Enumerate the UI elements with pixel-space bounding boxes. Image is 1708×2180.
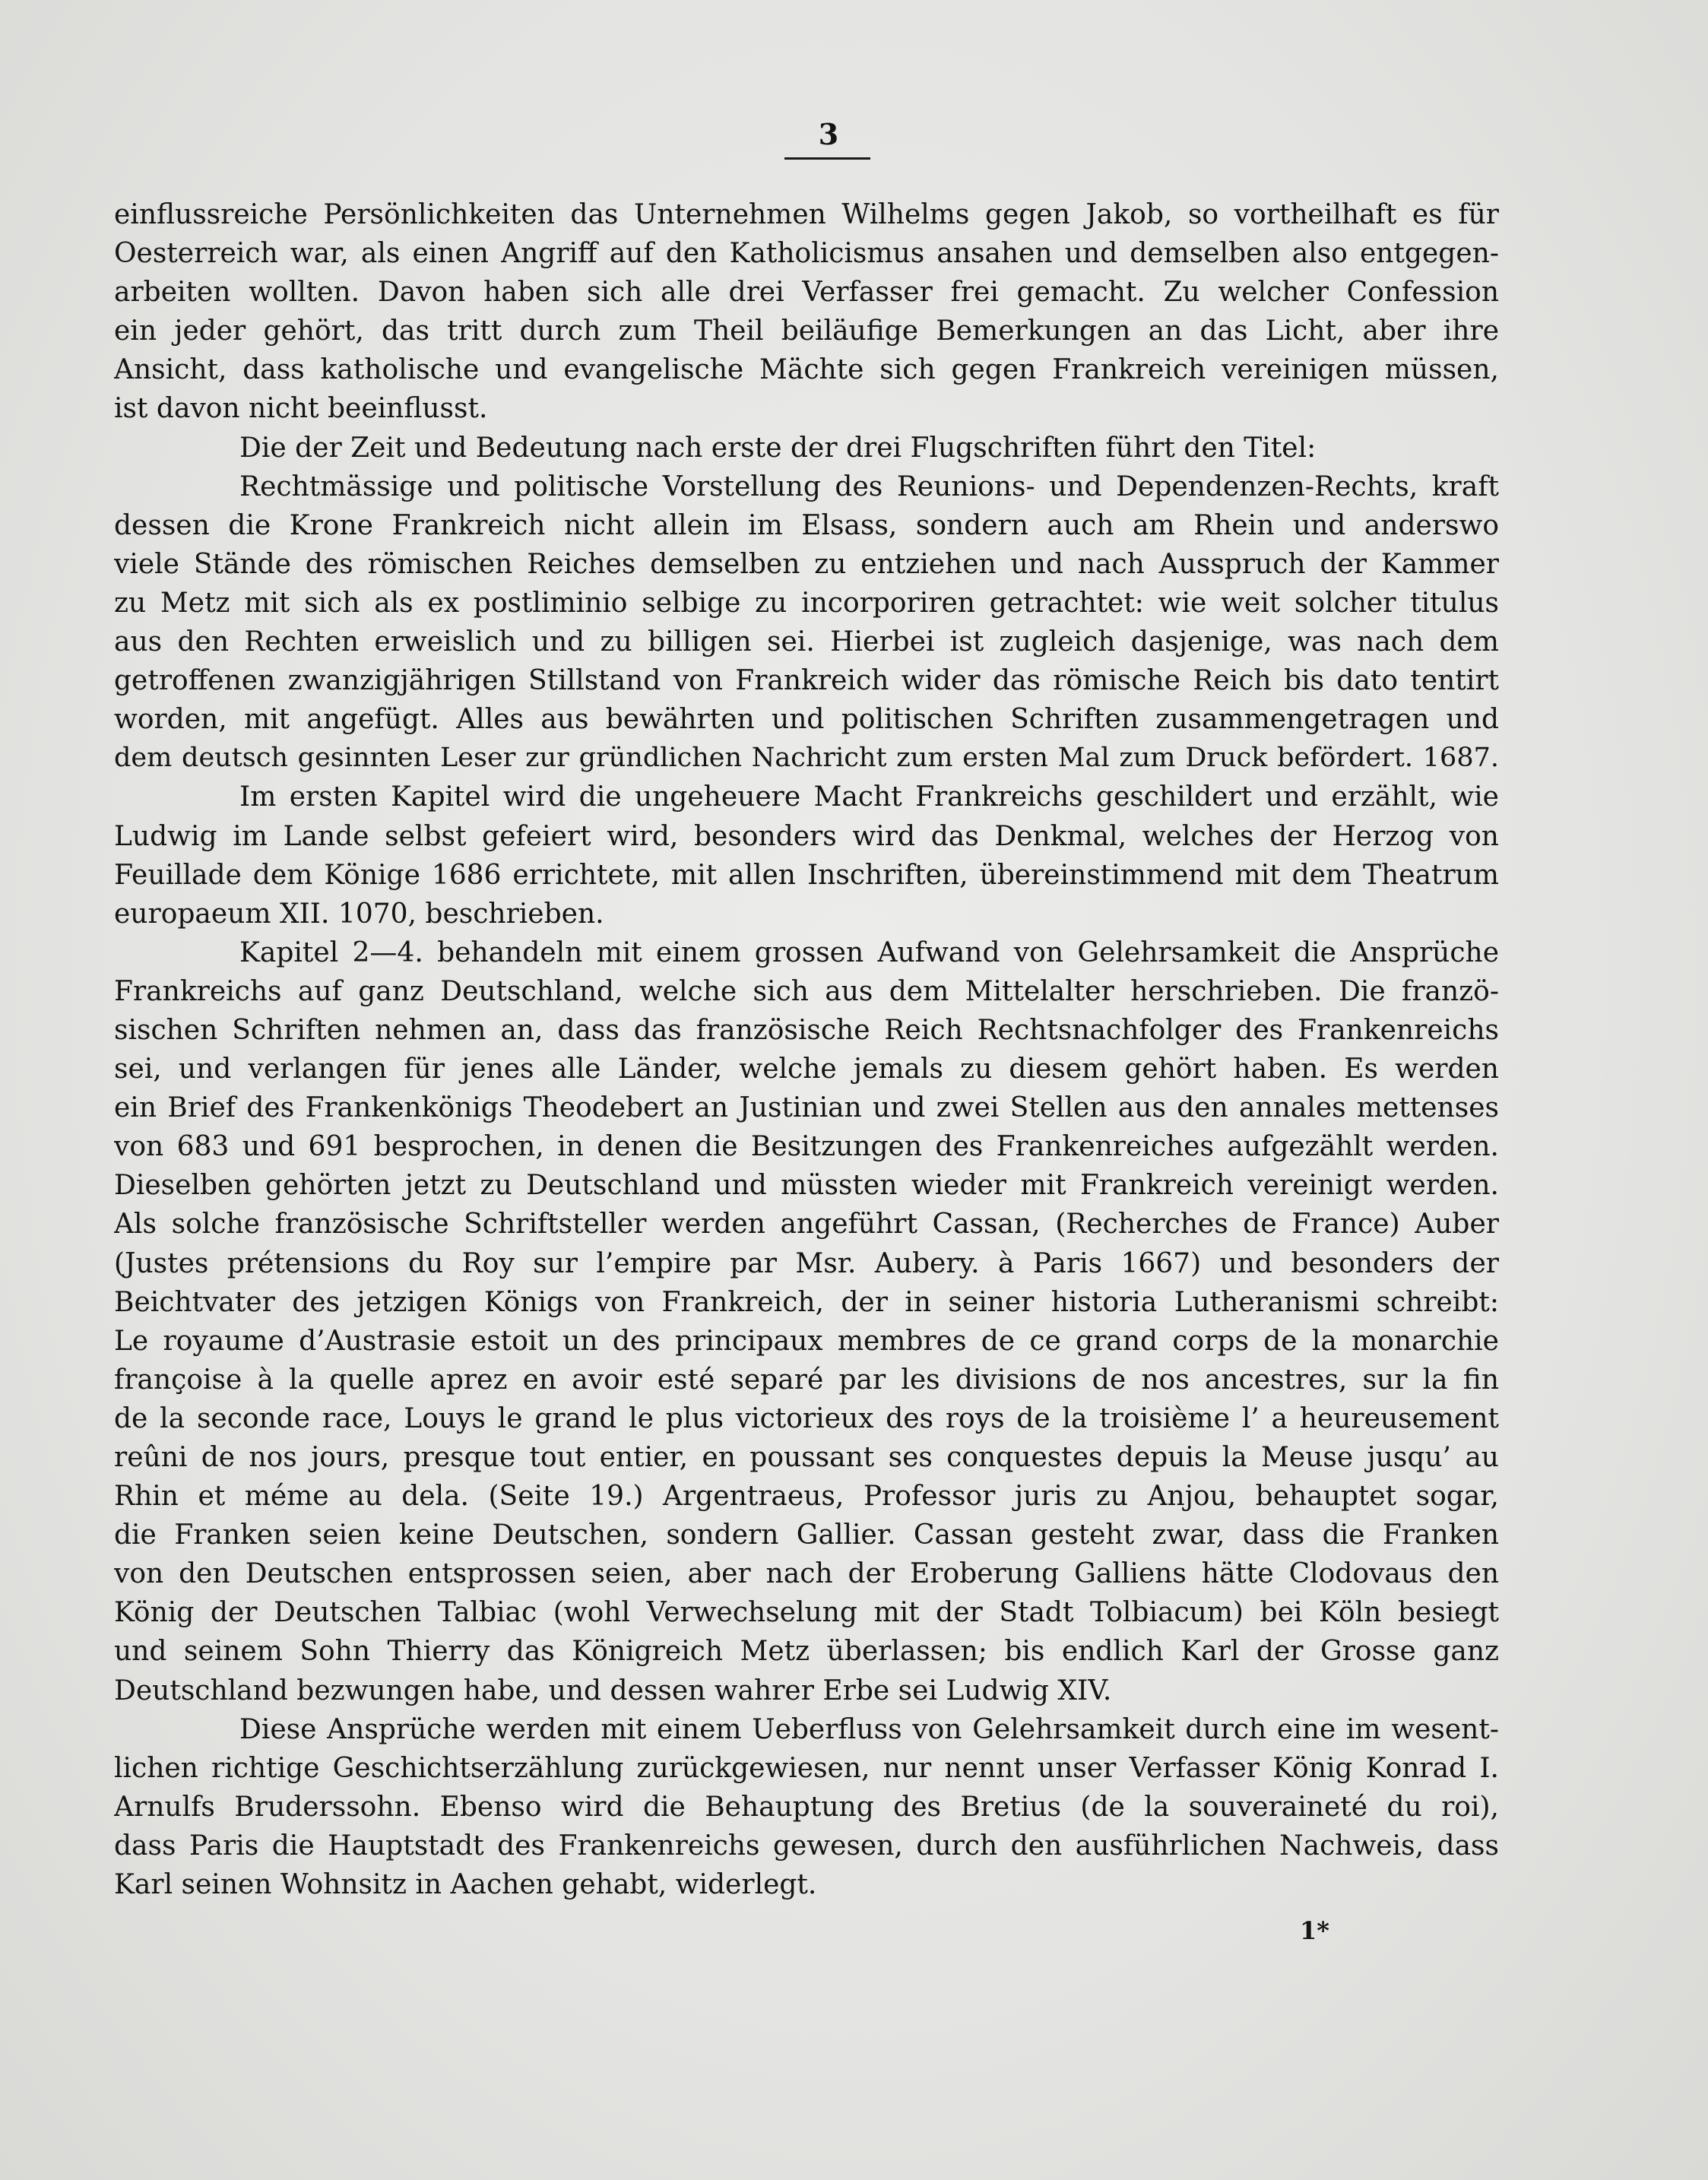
text-line: Als solche französische Schriftsteller werden angeführt Cassan, (Recherches de France) Auber xyxy=(114,1209,1499,1241)
text-line: europaeum XII. 1070, beschrieben. xyxy=(114,898,604,930)
title-line: getroffenen zwanzigjährigen Stillstand von Frankreich wider das römische Reich bis dato tentirt xyxy=(114,665,1499,697)
title-line: Rechtmässige und politische Vorstellung des Reunions- und Dependenzen-Rechts, kraft xyxy=(239,471,1499,502)
text-line: Frankreichs auf ganz Deutschland, welche sich aus dem Mittelalter herschrieben. Die franzö- xyxy=(114,975,1499,1007)
text-line: ein Brief des Frankenkönigs Theodebert an Justinian und zwei Stellen aus den annales mettenses xyxy=(114,1092,1499,1124)
text-line: Ansicht, dass katholische und evangelische Mächte sich gegen Frankreich vereinigen müssen, xyxy=(114,354,1499,386)
title-line: aus den Rechten erweislich und zu billigen sei. Hierbei ist zugleich dasjenige, was nach dem xyxy=(114,626,1499,658)
text-line: von 683 und 691 besprochen, in denen die Besitzungen des Frankenreiches aufgezählt werden. xyxy=(114,1131,1499,1163)
text-line: einflussreiche Persönlichkeiten das Unternehmen Wilhelms gegen Jakob, so vortheilhaft es für xyxy=(114,199,1499,230)
text-line: ist davon nicht beeinflusst. xyxy=(114,393,488,425)
text-line: Diese Ansprüche werden mit einem Ueberfluss von Gelehrsamkeit durch eine im wesent- xyxy=(239,1713,1499,1745)
text-line: Im ersten Kapitel wird die ungeheuere Macht Frankreichs geschildert und erzählt, wie xyxy=(239,781,1499,813)
text-line: Feuillade dem Könige 1686 errichtete, mit allen Inschriften, übereinstimmend mit dem Theatrum xyxy=(114,859,1499,891)
title-line: viele Stände des römischen Reiches demselben zu entziehen und nach Ausspruch der Kammer xyxy=(114,548,1499,580)
text-line: König der Deutschen Talbiac (wohl Verwechselung mit der Stadt Tolbiacum) bei Köln besiegt xyxy=(114,1597,1499,1629)
text-line: und seinem Sohn Thierry das Königreich Metz überlassen; bis endlich Karl der Grosse ganz xyxy=(114,1636,1499,1668)
text-line: arbeiten wollten. Davon haben sich alle drei Verfasser frei gemacht. Zu welcher Confession xyxy=(114,277,1499,309)
text-line: Kapitel 2—4. behandeln mit einem grossen Aufwand von Gelehrsamkeit die Ansprüche xyxy=(239,936,1499,968)
text-line: Oesterreich war, als einen Angriff auf den Katholicismus ansahen und demselben also entgegen- xyxy=(114,238,1499,270)
title-line: dessen die Krone Frankreich nicht allein im Elsass, sondern auch am Rhein und anderswo xyxy=(114,509,1499,541)
text-line: de la seconde race, Louys le grand le plus victorieux des roys de la troisième l’ a heureusement xyxy=(114,1402,1499,1434)
title-line: dem deutsch gesinnten Leser zur gründlichen Nachricht zum ersten Mal zum Druck befördert. 1687. xyxy=(114,743,1499,774)
text-line: sei, und verlangen für jenes alle Länder, welche jemals zu diesem gehört haben. Es werden xyxy=(114,1054,1499,1085)
text-line: lichen richtige Geschichtserzählung zurückgewiesen, nur nennt unser Verfasser König Konrad I. xyxy=(114,1752,1499,1784)
text-line: ein jeder gehört, das tritt durch zum Theil beiläufige Bemerkungen an das Licht, aber ihre xyxy=(114,315,1499,347)
text-line: Rhin et méme au dela. (Seite 19.) Argentraeus, Professor juris zu Anjou, behauptet sogar, xyxy=(114,1481,1499,1513)
text-line: Dieselben gehörten jetzt zu Deutschland und müssten wieder mit Frankreich vereinigt werden. xyxy=(114,1170,1499,1202)
text-line: von den Deutschen entsprossen seien, aber nach der Eroberung Galliens hätte Clodovaus den xyxy=(114,1558,1499,1590)
text-line: Beichtvater des jetzigen Königs von Frankreich, der in seiner historia Lutheranismi schreibt: xyxy=(114,1286,1499,1318)
signature-mark: 1* xyxy=(1300,1916,1329,1945)
text-line: Arnulfs Bruderssohn. Ebenso wird die Behauptung des Bretius (de la souveraineté du roi), xyxy=(114,1791,1499,1823)
text-line: reûni de nos jours, presque tout entier, en poussant ses conquestes depuis la Meuse jusqu’ au xyxy=(114,1442,1499,1473)
text-line: Ludwig im Lande selbst gefeiert wird, besonders wird das Denkmal, welches der Herzog von xyxy=(114,820,1499,852)
text-line: Karl seinen Wohnsitz in Aachen gehabt, widerlegt. xyxy=(114,1869,817,1901)
body-text xyxy=(114,195,1499,1904)
text-line: Die der Zeit und Bedeutung nach erste der drei Flugschriften führt den Titel: xyxy=(239,432,1317,464)
page-number: 3 xyxy=(818,117,839,151)
text-line: sischen Schriften nehmen an, dass das französische Reich Rechtsnachfolger des Frankenreichs xyxy=(114,1014,1499,1046)
text-line: françoise à la quelle aprez en avoir esté separé par les divisions de nos ancestres, sur la fin xyxy=(114,1364,1499,1396)
text-line: Le royaume d’Austrasie estoit un des principaux membres de ce grand corps de la monarchie xyxy=(114,1325,1499,1357)
text-line: Deutschland bezwungen habe, und dessen wahrer Erbe sei Ludwig XIV. xyxy=(114,1675,1112,1706)
title-line: zu Metz mit sich als ex postliminio selbige zu incorporiren getrachtet: wie weit solcher titulus xyxy=(114,587,1499,619)
page-number-rule xyxy=(784,157,870,160)
title-line: worden, mit angefügt. Alles aus bewährten und politischen Schriften zusammengetragen und xyxy=(114,704,1499,736)
text-line: dass Paris die Hauptstadt des Frankenreichs gewesen, durch den ausführlichen Nachweis, dass xyxy=(114,1830,1499,1862)
text-line: die Franken seien keine Deutschen, sondern Gallier. Cassan gesteht zwar, dass die Franken xyxy=(114,1519,1499,1551)
text-line: (Justes prétensions du Roy sur l’empire par Msr. Aubery. à Paris 1667) und besonders der xyxy=(114,1247,1499,1279)
